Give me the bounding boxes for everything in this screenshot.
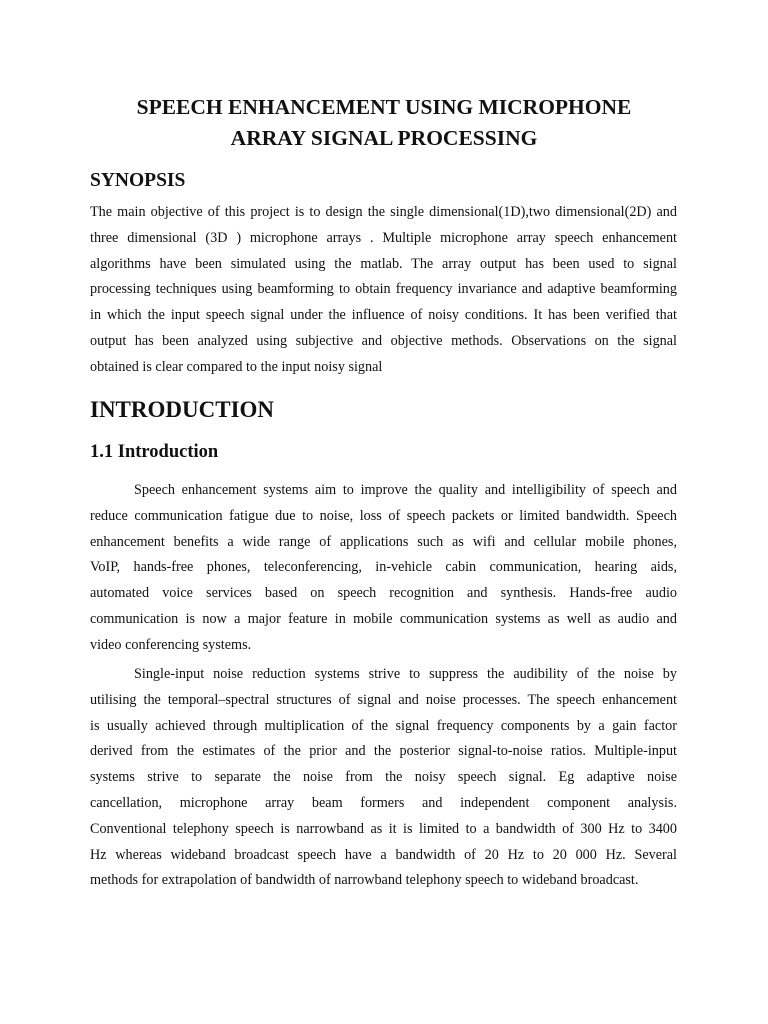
- text-line: Hz whereas wideband broadcast speech have a bandwidth of 20 Hz to 20 000 Hz. Several: [90, 846, 677, 863]
- text-line: The main objective of this project is to design the single dimensional(1D),two dimensional(2D) and: [90, 204, 677, 220]
- text-line: cancellation, microphone array beam formers and independent component analysis.: [90, 794, 677, 811]
- synopsis-paragraph: [90, 200, 677, 381]
- text-line: Single-input noise reduction systems strive to suppress the audibility of the noise by: [134, 666, 677, 682]
- text-line: utilising the temporal–spectral structures of signal and noise processes. The speech enhancement: [90, 691, 677, 708]
- text-line: output has been analyzed using subjective and objective methods. Observations on the signal: [90, 332, 677, 349]
- text-line: Speech enhancement systems aim to improve the quality and intelligibility of speech and: [134, 482, 677, 498]
- title-line-2: ARRAY SIGNAL PROCESSING: [230, 126, 538, 150]
- text-line: enhancement benefits a wide range of applications such as wifi and cellular mobile phones,: [90, 533, 677, 550]
- text-line: is usually achieved through multiplication of the signal frequency components by a gain factor: [90, 717, 677, 734]
- text-line: methods for extrapolation of bandwidth of narrowband telephony speech to wideband broadcast.: [90, 872, 639, 889]
- text-line: algorithms have been simulated using the matlab. The array output has been used to signal: [90, 255, 677, 272]
- text-line: Conventional telephony speech is narrowband as it is limited to a bandwidth of 300 Hz to 3400: [90, 820, 677, 837]
- title-line-1: SPEECH ENHANCEMENT USING MICROPHONE: [136, 95, 632, 119]
- text-line: video conferencing systems.: [90, 636, 252, 653]
- introduction-paragraph-2: [90, 662, 677, 894]
- introduction-heading: INTRODUCTION: [90, 397, 275, 422]
- document-title: [90, 92, 678, 154]
- text-line: VoIP, hands-free phones, teleconferencing, in-vehicle cabin communication, hearing aids,: [90, 559, 677, 576]
- text-line: obtained is clear compared to the input noisy signal: [90, 358, 383, 375]
- introduction-paragraph-1: [90, 478, 677, 659]
- text-line: processing techniques using beamforming to obtain frequency invariance and adaptive beamforming: [90, 281, 677, 298]
- text-line: derived from the estimates of the prior and the posterior signal-to-noise ratios. Multiple-input: [90, 743, 677, 760]
- text-line: automated voice services based on speech recognition and synthesis. Hands-free audio: [90, 585, 677, 602]
- text-line: reduce communication fatigue due to noise, loss of speech packets or limited bandwidth. Speech: [90, 507, 677, 524]
- section-subheading: 1.1 Introduction: [90, 442, 219, 462]
- text-line: in which the input speech signal under the influence of noisy conditions. It has been verified that: [90, 307, 677, 324]
- synopsis-heading: SYNOPSIS: [90, 170, 186, 191]
- text-line: communication is now a major feature in mobile communication systems as well as audio and: [90, 610, 677, 627]
- text-line: systems strive to separate the noise from the noisy speech signal. Eg adaptive noise: [90, 769, 677, 786]
- text-line: three dimensional (3D ) microphone arrays . Multiple microphone array speech enhancement: [90, 229, 677, 246]
